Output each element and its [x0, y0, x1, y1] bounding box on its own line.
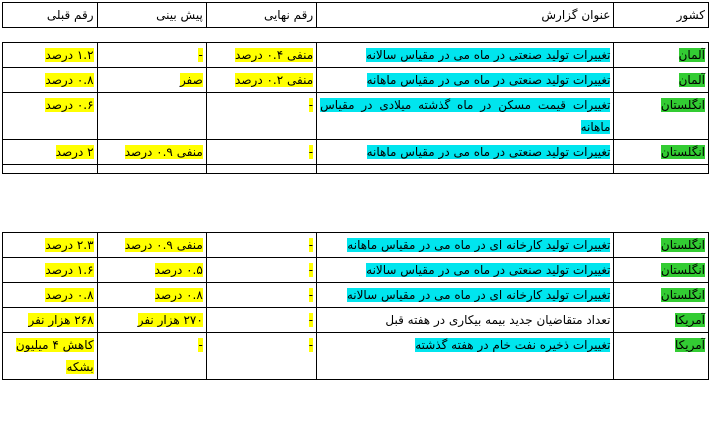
final-value: -	[308, 238, 314, 252]
forecast-cell	[97, 308, 206, 333]
header-table	[2, 2, 709, 28]
spacer-cell	[206, 165, 316, 174]
forecast-value: صفر	[179, 73, 203, 87]
previous-value: ۰.۸ درصد	[45, 288, 94, 302]
final-value: منفی ۰.۲ درصد	[235, 73, 314, 87]
forecast-cell	[97, 283, 206, 308]
title-cell	[317, 308, 614, 333]
previous-value: ۱.۲ درصد	[45, 48, 94, 62]
previous-cell	[3, 308, 98, 333]
title-label: تغییرات تولید کارخانه ای در ماه می در مقیاس سالانه	[346, 288, 611, 302]
forecast-value: ۰.۵ درصد	[154, 263, 203, 277]
previous-cell	[3, 233, 98, 258]
previous-value: ۰.۸ درصد	[45, 73, 94, 87]
country-cell	[614, 283, 709, 308]
title-label: تغییرات قیمت مسکن در ماه گذشته میلادی در مقیاس ماهانه	[320, 98, 611, 134]
title-cell	[317, 43, 614, 68]
final-value: -	[308, 313, 314, 327]
country-label: انگلستان	[660, 98, 705, 112]
country-cell	[614, 43, 709, 68]
title-cell	[317, 68, 614, 93]
previous-cell	[3, 68, 98, 93]
table-row	[3, 258, 709, 283]
previous-cell	[3, 258, 98, 283]
forecast-value: ۰.۸ درصد	[154, 288, 203, 302]
country-cell	[614, 233, 709, 258]
header-title: عنوان گزارش	[317, 3, 614, 28]
final-value: -	[308, 288, 314, 302]
previous-cell	[3, 140, 98, 165]
final-value: -	[308, 98, 314, 112]
final-value: -	[308, 145, 314, 159]
country-label: آمریکا	[674, 338, 705, 352]
report-table-2	[2, 232, 709, 380]
country-label: انگلستان	[660, 238, 705, 252]
forecast-cell	[97, 333, 206, 380]
final-value: -	[308, 263, 314, 277]
final-cell	[206, 140, 316, 165]
final-cell	[206, 308, 316, 333]
final-cell	[206, 43, 316, 68]
spacer-row	[3, 165, 709, 174]
title-label: تغییرات تولید صنعتی در ماه می در مقیاس سالانه	[366, 48, 611, 62]
table-row	[3, 93, 709, 140]
previous-cell	[3, 283, 98, 308]
previous-value: ۲.۳ درصد	[45, 238, 94, 252]
table-row	[3, 308, 709, 333]
previous-cell	[3, 333, 98, 380]
previous-value: ۰.۶ درصد	[45, 98, 94, 112]
title-cell	[317, 93, 614, 140]
header-forecast: پیش بینی	[97, 3, 206, 28]
country-cell	[614, 308, 709, 333]
final-cell	[206, 283, 316, 308]
country-label: آلمان	[678, 73, 705, 87]
country-label: آمریکا	[674, 313, 705, 327]
forecast-cell	[97, 43, 206, 68]
spacer-cell	[614, 165, 709, 174]
title-cell	[317, 333, 614, 380]
header-final: رقم نهایی	[206, 3, 316, 28]
forecast-value: منفی ۰.۹ درصد	[124, 238, 203, 252]
header-previous: رقم قبلی	[3, 3, 98, 28]
country-label: انگلستان	[660, 145, 705, 159]
country-cell	[614, 93, 709, 140]
title-label: تغییرات تولید صنعتی در ماه می در مقیاس ماهانه	[366, 73, 611, 87]
forecast-value: -	[198, 48, 203, 62]
previous-value: کاهش ۴ میلیون بشکه	[15, 338, 94, 374]
forecast-cell	[97, 258, 206, 283]
country-label: انگلستان	[660, 263, 705, 277]
final-value: منفی ۰.۴ درصد	[235, 48, 314, 62]
title-label: تغییرات تولید کارخانه ای در ماه می در مقیاس ماهانه	[347, 238, 611, 252]
spacer-cell	[3, 165, 98, 174]
country-cell	[614, 258, 709, 283]
title-cell	[317, 140, 614, 165]
header-country: کشور	[614, 3, 709, 28]
table-row	[3, 43, 709, 68]
country-cell	[614, 140, 709, 165]
forecast-value: منفی ۰.۹ درصد	[124, 145, 203, 159]
forecast-cell	[97, 68, 206, 93]
country-label: انگلستان	[660, 288, 705, 302]
spacer-cell	[97, 165, 206, 174]
spacer-cell	[317, 165, 614, 174]
country-cell	[614, 333, 709, 380]
title-label: تغییرات تولید صنعتی در ماه می در مقیاس ماهانه	[366, 145, 611, 159]
country-label: آلمان	[678, 48, 705, 62]
title-label: تغییرات تولید صنعتی در ماه می در مقیاس سالانه	[366, 263, 611, 277]
previous-cell	[3, 43, 98, 68]
forecast-cell	[97, 233, 206, 258]
previous-value: ۲۶۸ هزار نفر	[28, 313, 94, 327]
table-row	[3, 283, 709, 308]
table-row	[3, 140, 709, 165]
title-cell	[317, 283, 614, 308]
final-cell	[206, 93, 316, 140]
final-cell	[206, 68, 316, 93]
previous-cell	[3, 93, 98, 140]
forecast-value: -	[198, 338, 203, 352]
country-cell	[614, 68, 709, 93]
final-cell	[206, 258, 316, 283]
forecast-value: ۲۷۰ هزار نفر	[137, 313, 203, 327]
final-cell	[206, 333, 316, 380]
table-row	[3, 68, 709, 93]
forecast-cell	[97, 140, 206, 165]
table-row	[3, 333, 709, 380]
forecast-cell	[97, 93, 206, 140]
previous-value: ۱.۶ درصد	[45, 263, 94, 277]
title-cell	[317, 233, 614, 258]
final-value: -	[308, 338, 314, 352]
previous-value: ۲ درصد	[55, 145, 94, 159]
title-label: تغییرات ذخیره نفت خام در هفته گذشته	[415, 338, 611, 352]
title-cell	[317, 258, 614, 283]
title-label: تعداد متقاضیان جدید بیمه بیکاری در هفته قبل	[385, 313, 611, 327]
header-row	[3, 3, 709, 28]
report-table-1	[2, 42, 709, 174]
table-row	[3, 233, 709, 258]
final-cell	[206, 233, 316, 258]
